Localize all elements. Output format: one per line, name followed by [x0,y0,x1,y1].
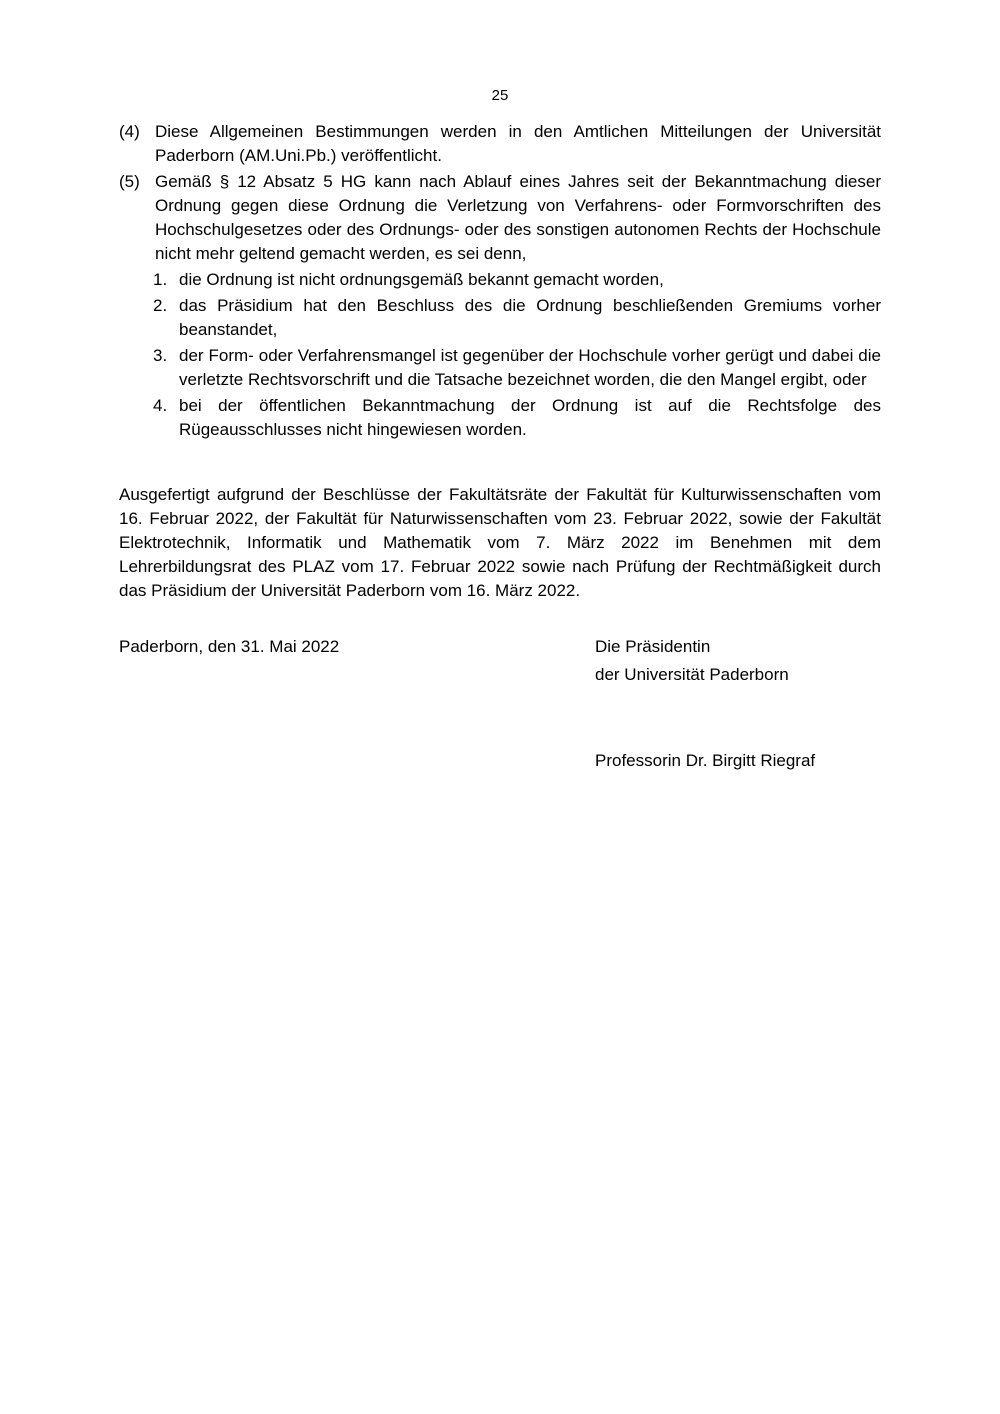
closing-statement: Ausgefertigt aufgrund der Beschlüsse der Fakultätsräte der Fakultät für Kulturwissenschaften vom 16. Februar 2022, der Fakultät für Naturwissenschaften vom 23. Februar 2022, sowie der Fakultät Elektrotechnik, Informatik und Mathematik vom 7. März 2022 im Benehmen mit dem Lehrerbildungsrat des PLAZ vom 17. Februar 2022 sowie nach Prüfung der Rechtmäßigkeit durch das Präsidium der Universität Paderborn vom 16. März 2022. [119,485,881,600]
list-item-text: bei der öffentlichen Bekanntmachung der Ordnung ist auf die Rechtsfolge des Rügeausschlusses nicht hingewiesen worden. [179,396,881,439]
paragraph-number: (5) [119,172,140,191]
paragraph-number: (4) [119,122,140,141]
list-item [155,294,881,342]
page-number: 25 [491,87,509,104]
list-item [155,344,881,392]
list-item-number: 2. [153,296,168,315]
list-item [155,268,881,292]
list-item-number: 4. [153,396,168,415]
list-item-number: 1. [153,270,168,289]
place-date: Paderborn, den 31. Mai 2022 [119,637,340,656]
signer-title-block [595,635,789,687]
paragraph-5 [119,170,881,442]
list-item-text: das Präsidium hat den Beschluss des die Ordnung beschließenden Gremiums vorher beanstandet, [179,296,881,339]
list-item [155,394,881,442]
signer-title-line2: der Universität Paderborn [595,665,789,684]
list-item-text: die Ordnung ist nicht ordnungsgemäß bekannt gemacht worden, [179,270,664,289]
list-item-text: der Form- oder Verfahrensmangel ist gegenüber der Hochschule vorher gerügt und dabei die verletzte Rechtsvorschrift und die Tatsache bezeichnet worden, die den Mangel ergibt, oder [179,346,881,389]
list-item-number: 3. [153,346,168,365]
legal-sections [119,120,881,444]
paragraph-4 [119,120,881,168]
signer-title-line1: Die Präsidentin [595,637,711,656]
signer-name: Professorin Dr. Birgitt Riegraf [595,751,816,770]
exception-list [155,268,881,442]
paragraph-text: Diese Allgemeinen Bestimmungen werden in den Amtlichen Mitteilungen der Universität Paderborn (AM.Uni.Pb.) veröffentlicht. [155,122,881,165]
paragraph-text: Gemäß § 12 Absatz 5 HG kann nach Ablauf eines Jahres seit der Bekanntmachung dieser Ordnung gegen diese Ordnung die Verletzung von Verfahrens- oder Formvorschriften des Hochschulgesetzes oder des Ordnungs- oder des sonstigen autonomen Rechts der Hochschule nicht mehr geltend gemacht werden, es sei denn, [155,172,881,263]
